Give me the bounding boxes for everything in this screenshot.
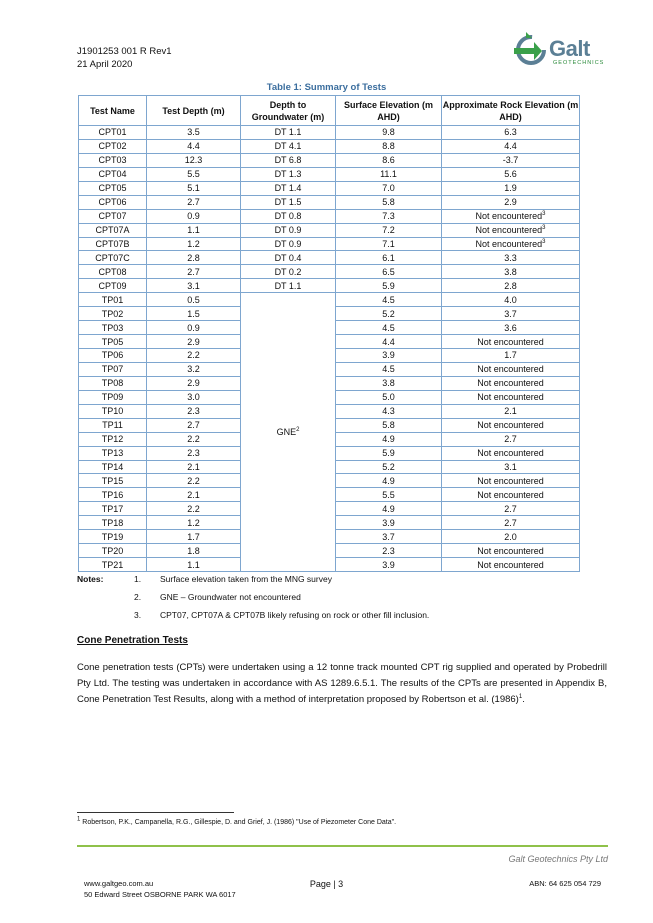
cell-rock-elevation <box>442 376 580 390</box>
cell-test-name: TP20 <box>79 544 147 558</box>
cell-surface-elevation: 5.5 <box>336 488 442 502</box>
cell-groundwater: DT 1.1 <box>241 279 336 293</box>
rock-elevation-value: Not encountered <box>477 545 544 556</box>
cell-test-name: CPT07C <box>79 251 147 265</box>
cell-test-depth: 1.1 <box>147 223 241 237</box>
cell-rock-elevation <box>442 293 580 307</box>
cell-test-depth: 4.4 <box>147 139 241 153</box>
footnote-divider <box>77 812 234 813</box>
note-text: CPT07, CPT07A & CPT07B likely refusing on rock or other fill inclusion. <box>160 610 430 620</box>
table-row <box>79 265 580 279</box>
cell-surface-elevation: 3.7 <box>336 530 442 544</box>
note-text: Surface elevation taken from the MNG survey <box>160 574 332 584</box>
cell-test-name: TP03 <box>79 321 147 335</box>
cell-test-name: TP16 <box>79 488 147 502</box>
rock-note-ref: 3 <box>542 211 546 218</box>
cell-surface-elevation: 4.9 <box>336 474 442 488</box>
table-row <box>79 279 580 293</box>
cell-test-name: TP05 <box>79 335 147 349</box>
cell-rock-elevation <box>442 167 580 181</box>
cell-test-name: TP13 <box>79 446 147 460</box>
note-text: GNE – Groundwater not encountered <box>160 592 301 602</box>
rock-elevation-value: 2.1 <box>504 406 517 417</box>
cell-test-depth: 2.7 <box>147 265 241 279</box>
table-row <box>79 181 580 195</box>
cell-test-depth: 2.1 <box>147 488 241 502</box>
col-header-rock-elevation: Approximate Rock Elevation (m AHD) <box>442 96 580 126</box>
rock-elevation-value: 2.7 <box>504 517 517 528</box>
report-date: 21 April 2020 <box>77 58 133 70</box>
note-number: 3. <box>134 610 142 620</box>
paragraph-text: Cone penetration tests (CPTs) were undertaken using a 12 tonne track mounted CPT rig supplied and operated by Probedrill Pty Ltd. The testing was undertaken in accordance with AS 1289.6.5.1. The results of the CPTs are presented in Appendix B, Cone Penetration Test Results, along with a method of interpretation proposed by Robertson et al. (1986) <box>77 662 607 705</box>
cell-test-depth: 0.5 <box>147 293 241 307</box>
cell-groundwater: DT 1.1 <box>241 126 336 140</box>
cell-test-depth: 3.0 <box>147 390 241 404</box>
cell-test-depth: 2.2 <box>147 474 241 488</box>
cell-surface-elevation: 4.5 <box>336 321 442 335</box>
cell-surface-elevation: 5.2 <box>336 307 442 321</box>
rock-elevation-value: 3.8 <box>504 266 517 277</box>
cell-test-name: TP09 <box>79 390 147 404</box>
cell-test-name: TP18 <box>79 516 147 530</box>
summary-of-tests-table <box>78 95 580 572</box>
footnote-ref[interactable]: 1 <box>518 693 523 700</box>
cell-surface-elevation: 4.9 <box>336 432 442 446</box>
rock-elevation-value: Not encountered <box>477 420 544 431</box>
cell-rock-elevation <box>442 251 580 265</box>
cell-surface-elevation: 4.3 <box>336 404 442 418</box>
cell-rock-elevation <box>442 502 580 516</box>
footer-company: Galt Geotechnics Pty Ltd <box>508 854 608 864</box>
rock-note-ref: 3 <box>542 238 546 245</box>
rock-elevation-value: 2.8 <box>504 280 517 291</box>
cell-test-depth: 2.2 <box>147 349 241 363</box>
cell-rock-elevation <box>442 362 580 376</box>
cell-rock-elevation <box>442 237 580 251</box>
rock-elevation-value: 1.9 <box>504 183 517 194</box>
cell-rock-elevation <box>442 126 580 140</box>
table-row <box>79 237 580 251</box>
cell-test-name: CPT07 <box>79 209 147 223</box>
rock-elevation-value: Not encountered <box>475 211 543 222</box>
cell-rock-elevation <box>442 195 580 209</box>
rock-elevation-value: 2.9 <box>504 197 517 208</box>
rock-elevation-value: 3.3 <box>504 252 517 263</box>
cell-surface-elevation: 11.1 <box>336 167 442 181</box>
cell-groundwater: DT 0.9 <box>241 237 336 251</box>
cell-test-depth: 2.7 <box>147 195 241 209</box>
cell-test-name: TP10 <box>79 404 147 418</box>
rock-elevation-value: 3.6 <box>504 322 517 333</box>
cell-rock-elevation <box>442 516 580 530</box>
cell-test-name: CPT06 <box>79 195 147 209</box>
rock-elevation-value: Not encountered <box>477 489 544 500</box>
rock-elevation-value: Not encountered <box>477 336 544 347</box>
notes-label: Notes: <box>77 574 104 584</box>
table-row <box>79 293 580 307</box>
col-header-test-depth: Test Depth (m) <box>147 96 241 126</box>
cell-rock-elevation <box>442 335 580 349</box>
cell-groundwater: DT 0.9 <box>241 223 336 237</box>
cell-surface-elevation: 5.8 <box>336 195 442 209</box>
cell-groundwater: DT 1.3 <box>241 167 336 181</box>
table-row <box>79 126 580 140</box>
cell-surface-elevation: 4.5 <box>336 293 442 307</box>
cell-test-depth: 1.2 <box>147 237 241 251</box>
rock-elevation-value: Not encountered <box>477 448 544 459</box>
table-row <box>79 209 580 223</box>
footer-abn: ABN: 64 625 054 729 <box>529 879 601 888</box>
table-row <box>79 167 580 181</box>
rock-elevation-value: 6.3 <box>504 127 517 138</box>
cell-test-name: CPT04 <box>79 167 147 181</box>
cell-test-name: TP08 <box>79 376 147 390</box>
cell-test-depth: 12.3 <box>147 153 241 167</box>
cell-test-name: CPT07A <box>79 223 147 237</box>
cell-groundwater: DT 1.4 <box>241 181 336 195</box>
gne-note-ref: 2 <box>296 427 300 434</box>
rock-elevation-value: Not encountered <box>475 225 543 236</box>
paragraph-end: . <box>522 694 525 705</box>
rock-elevation-value: Not encountered <box>477 364 544 375</box>
cell-test-depth: 1.7 <box>147 530 241 544</box>
cell-test-name: TP01 <box>79 293 147 307</box>
cell-test-depth: 1.5 <box>147 307 241 321</box>
logo-subtitle: GEOTECHNICS <box>553 60 605 66</box>
cell-rock-elevation <box>442 488 580 502</box>
cell-test-name: CPT01 <box>79 126 147 140</box>
cell-rock-elevation <box>442 418 580 432</box>
cell-surface-elevation: 4.4 <box>336 335 442 349</box>
cell-surface-elevation: 7.3 <box>336 209 442 223</box>
cell-groundwater: DT 0.2 <box>241 265 336 279</box>
rock-elevation-value: Not encountered <box>477 392 544 403</box>
cell-test-name: CPT02 <box>79 139 147 153</box>
rock-elevation-value: 4.4 <box>504 141 517 152</box>
cell-surface-elevation: 4.9 <box>336 502 442 516</box>
cell-groundwater: DT 0.4 <box>241 251 336 265</box>
cell-surface-elevation: 3.8 <box>336 376 442 390</box>
table-caption: Table 1: Summary of Tests <box>266 82 387 93</box>
cell-test-depth: 2.9 <box>147 335 241 349</box>
cell-surface-elevation: 4.5 <box>336 362 442 376</box>
table-row <box>79 251 580 265</box>
cell-test-name: TP17 <box>79 502 147 516</box>
footer-address: 50 Edward Street OSBORNE PARK WA 6017 <box>84 890 236 899</box>
cell-test-name: TP12 <box>79 432 147 446</box>
cell-test-depth: 2.2 <box>147 502 241 516</box>
cell-surface-elevation: 7.2 <box>336 223 442 237</box>
cell-surface-elevation: 5.0 <box>336 390 442 404</box>
footer-divider <box>77 845 608 847</box>
cell-surface-elevation: 5.2 <box>336 460 442 474</box>
footnote-number: 1 <box>77 816 81 823</box>
rock-elevation-value: 5.6 <box>504 169 517 180</box>
cell-test-depth: 1.1 <box>147 558 241 572</box>
cell-surface-elevation: 2.3 <box>336 544 442 558</box>
cell-groundwater: DT 6.8 <box>241 153 336 167</box>
cell-test-name: TP02 <box>79 307 147 321</box>
rock-elevation-value: Not encountered <box>477 378 544 389</box>
cell-rock-elevation <box>442 279 580 293</box>
cell-groundwater: DT 4.1 <box>241 139 336 153</box>
cell-test-depth: 2.3 <box>147 404 241 418</box>
table-row <box>79 139 580 153</box>
cell-surface-elevation: 3.9 <box>336 349 442 363</box>
cell-rock-elevation <box>442 209 580 223</box>
cell-test-name: CPT05 <box>79 181 147 195</box>
cell-rock-elevation <box>442 153 580 167</box>
cell-test-name: TP06 <box>79 349 147 363</box>
rock-elevation-value: Not encountered <box>475 238 543 249</box>
cell-test-name: TP11 <box>79 418 147 432</box>
cell-test-name: CPT09 <box>79 279 147 293</box>
section-paragraph <box>77 660 607 708</box>
cell-rock-elevation <box>442 321 580 335</box>
cell-test-name: TP21 <box>79 558 147 572</box>
document-header <box>77 46 172 71</box>
section-title: Cone Penetration Tests <box>77 635 188 646</box>
cell-surface-elevation: 7.1 <box>336 237 442 251</box>
cell-surface-elevation: 5.9 <box>336 279 442 293</box>
table-row <box>79 153 580 167</box>
cell-rock-elevation <box>442 474 580 488</box>
cell-test-name: CPT07B <box>79 237 147 251</box>
cell-surface-elevation: 5.8 <box>336 418 442 432</box>
rock-elevation-value: 2.0 <box>504 531 517 542</box>
gne-label: GNE <box>276 427 297 438</box>
cell-test-depth: 1.2 <box>147 516 241 530</box>
cell-surface-elevation: 3.9 <box>336 558 442 572</box>
cell-test-depth: 1.8 <box>147 544 241 558</box>
cell-test-depth: 3.2 <box>147 362 241 376</box>
col-header-test-name: Test Name <box>79 96 147 126</box>
cell-surface-elevation: 7.0 <box>336 181 442 195</box>
cell-test-name: TP14 <box>79 460 147 474</box>
rock-elevation-value: Not encountered <box>477 559 544 570</box>
cell-rock-elevation <box>442 460 580 474</box>
cell-test-depth: 3.5 <box>147 126 241 140</box>
rock-note-ref: 3 <box>542 225 546 232</box>
cell-surface-elevation: 8.6 <box>336 153 442 167</box>
rock-elevation-value: Not encountered <box>477 475 544 486</box>
cell-test-name: CPT03 <box>79 153 147 167</box>
col-header-groundwater: Depth to Groundwater (m) <box>241 96 336 126</box>
cell-groundwater-gne <box>241 293 336 572</box>
cell-test-depth: 0.9 <box>147 321 241 335</box>
report-reference: J1901253 001 R Rev1 <box>77 46 172 57</box>
cell-rock-elevation <box>442 307 580 321</box>
cell-rock-elevation <box>442 446 580 460</box>
cell-test-depth: 5.1 <box>147 181 241 195</box>
galt-logo-icon <box>512 30 552 72</box>
cell-test-depth: 2.1 <box>147 460 241 474</box>
cell-rock-elevation <box>442 544 580 558</box>
cell-rock-elevation <box>442 139 580 153</box>
rock-elevation-value: 3.1 <box>504 461 517 472</box>
cell-test-depth: 2.2 <box>147 432 241 446</box>
cell-rock-elevation <box>442 530 580 544</box>
page-number: Page | 3 <box>309 879 344 889</box>
cell-rock-elevation <box>442 265 580 279</box>
cell-rock-elevation <box>442 181 580 195</box>
col-header-surface-elevation: Surface Elevation (m AHD) <box>336 96 442 126</box>
cell-rock-elevation <box>442 349 580 363</box>
cell-rock-elevation <box>442 223 580 237</box>
rock-elevation-value: 1.7 <box>504 350 517 361</box>
cell-test-name: TP19 <box>79 530 147 544</box>
galt-logo <box>512 30 608 72</box>
cell-surface-elevation: 8.8 <box>336 139 442 153</box>
cell-test-depth: 3.1 <box>147 279 241 293</box>
cell-surface-elevation: 6.5 <box>336 265 442 279</box>
footnote-text: Robertson, P.K., Campanella, R.G., Gillespie, D. and Grief, J. (1986) "Use of Piezometer Cone Data". <box>82 819 397 826</box>
cell-surface-elevation: 9.8 <box>336 126 442 140</box>
cell-test-name: TP07 <box>79 362 147 376</box>
cell-rock-elevation <box>442 390 580 404</box>
logo-wordmark: Galt <box>549 36 590 61</box>
rock-elevation-value: 3.7 <box>504 308 517 319</box>
cell-test-depth: 0.9 <box>147 209 241 223</box>
rock-elevation-value: 2.7 <box>504 503 517 514</box>
cell-rock-elevation <box>442 432 580 446</box>
cell-test-name: CPT08 <box>79 265 147 279</box>
cell-test-depth: 2.8 <box>147 251 241 265</box>
cell-rock-elevation <box>442 558 580 572</box>
cell-surface-elevation: 5.9 <box>336 446 442 460</box>
rock-elevation-value: 4.0 <box>504 294 517 305</box>
cell-test-depth: 5.5 <box>147 167 241 181</box>
note-number: 2. <box>134 592 142 602</box>
table-header-row <box>79 96 580 126</box>
cell-surface-elevation: 6.1 <box>336 251 442 265</box>
rock-elevation-value: -3.7 <box>502 155 519 166</box>
note-number: 1. <box>134 574 142 584</box>
table-row <box>79 223 580 237</box>
cell-groundwater: DT 1.5 <box>241 195 336 209</box>
cell-test-depth: 2.3 <box>147 446 241 460</box>
cell-test-name: TP15 <box>79 474 147 488</box>
footer-website[interactable]: www.galtgeo.com.au <box>84 879 154 888</box>
cell-rock-elevation <box>442 404 580 418</box>
table-row <box>79 195 580 209</box>
rock-elevation-value: 2.7 <box>504 434 517 445</box>
cell-test-depth: 2.9 <box>147 376 241 390</box>
cell-test-depth: 2.7 <box>147 418 241 432</box>
cell-surface-elevation: 3.9 <box>336 516 442 530</box>
cell-groundwater: DT 0.8 <box>241 209 336 223</box>
footnote <box>77 816 397 826</box>
